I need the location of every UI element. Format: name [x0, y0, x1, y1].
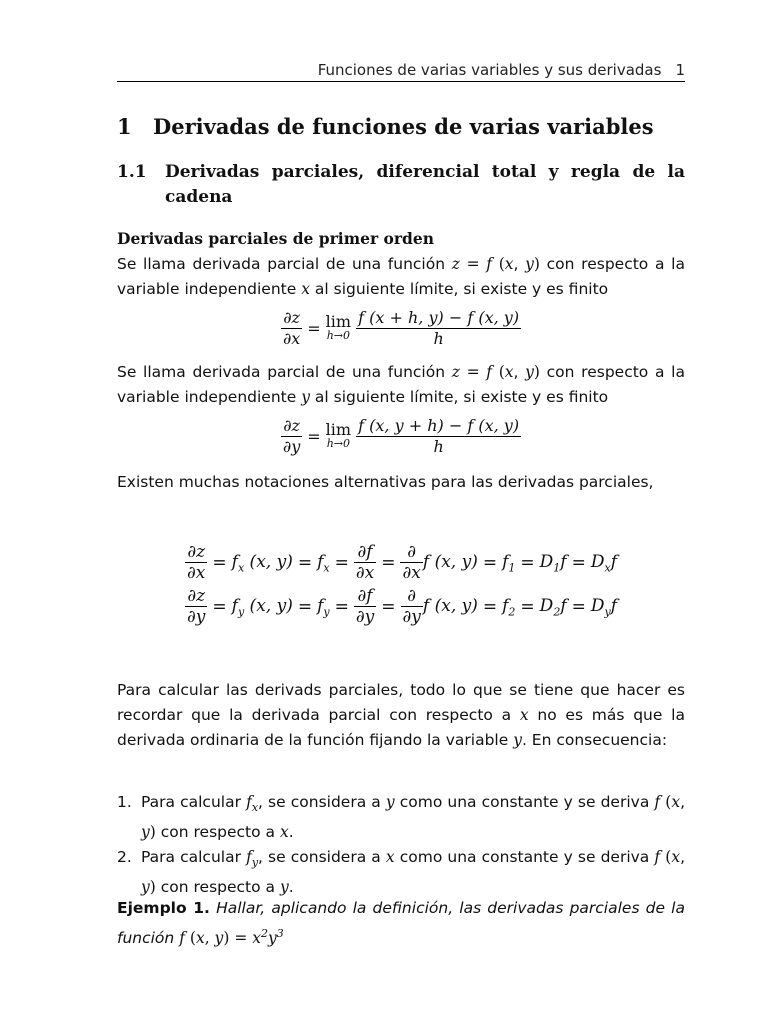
- section-number: 1: [117, 114, 132, 139]
- subsection-title: Derivadas parciales, diferencial total y regla de la cadena: [165, 162, 685, 207]
- notation-row-x: $\frac{\partial z}{\partial x}$ = $f_x$ (x, $y) = f_x$ = $\frac{\partial f}{\partial x}$ = $\frac{\partial}{\partial x}$ f (x, $y) = f_1 = D_1f = D_xf$: [187, 542, 617, 583]
- list-item: 2. Para calcular $f_y$, se considera a x como una constante y se deriva f (x, y) con respecto a y.: [117, 848, 685, 897]
- equation-partial-y: $\frac{\partial z}{\partial y}$ = lim h→0 $\frac{f (x, y + h) - f (x, y)}{h}$: [282, 416, 520, 456]
- equation-partial-x: $\frac{\partial z}{\partial x}$ = lim h→0 $\frac{f (x + h, y) - f (x, y)}{h}$: [282, 308, 520, 348]
- subsection-number: 1.1: [117, 162, 147, 182]
- paragraph-heading: Derivadas parciales de primer orden: [117, 229, 434, 248]
- notation-row-y: $\frac{\partial z}{\partial y}$ = $f_y$ (x, $y) = f_y$ = $\frac{\partial f}{\partial y}$ = $\frac{\partial}{\partial y}$ f (x, $y) = f_2 = D_2f = D_yf$: [186, 586, 618, 627]
- header-rule: [117, 81, 685, 82]
- list-item: 1. Para calcular $f_x$, se considera a y como una constante y se deriva f (x, y) con respecto a x.: [117, 793, 686, 842]
- example-1: Ejemplo 1. Hallar, aplicando la definición, las derivadas parciales de la función f (x, $y) = x^2y^3$: [117, 899, 685, 948]
- math-inline: z: [451, 255, 460, 273]
- section-title: Derivadas de funciones de varias variables: [153, 114, 654, 139]
- subsection-heading: [117, 160, 685, 210]
- definition-paragraph-y: Se llama derivada parcial de una función z = f (x, y) con respecto a la variable independiente y al siguiente límite, si existe y es finito: [117, 363, 685, 406]
- notation-intro: Existen muchas notaciones alternativas para las derivadas parciales,: [117, 473, 654, 491]
- section-heading: [117, 114, 654, 139]
- definition-paragraph-x: Se llama derivada parcial de una función z = f (x, y) con respecto a la variable independiente x al siguiente límite, si existe y es finito: [117, 255, 685, 298]
- running-title: Funciones de varias variables y sus derivadas: [317, 61, 662, 79]
- page-number: 1: [675, 61, 685, 79]
- example-label: Ejemplo 1.: [117, 899, 210, 917]
- procedure-list: [117, 790, 685, 900]
- notation-equations: [117, 540, 685, 628]
- running-header: [318, 61, 685, 79]
- example-text: Hallar, aplicando la definición, las derivadas parciales de la función: [117, 899, 685, 948]
- explanation-paragraph: Para calcular las derivads parciales, todo lo que se tiene que hacer es recordar que la derivada parcial con respecto a x no es más que la derivada ordinaria de la función fijando la variable y. En consecuencia:: [117, 681, 685, 749]
